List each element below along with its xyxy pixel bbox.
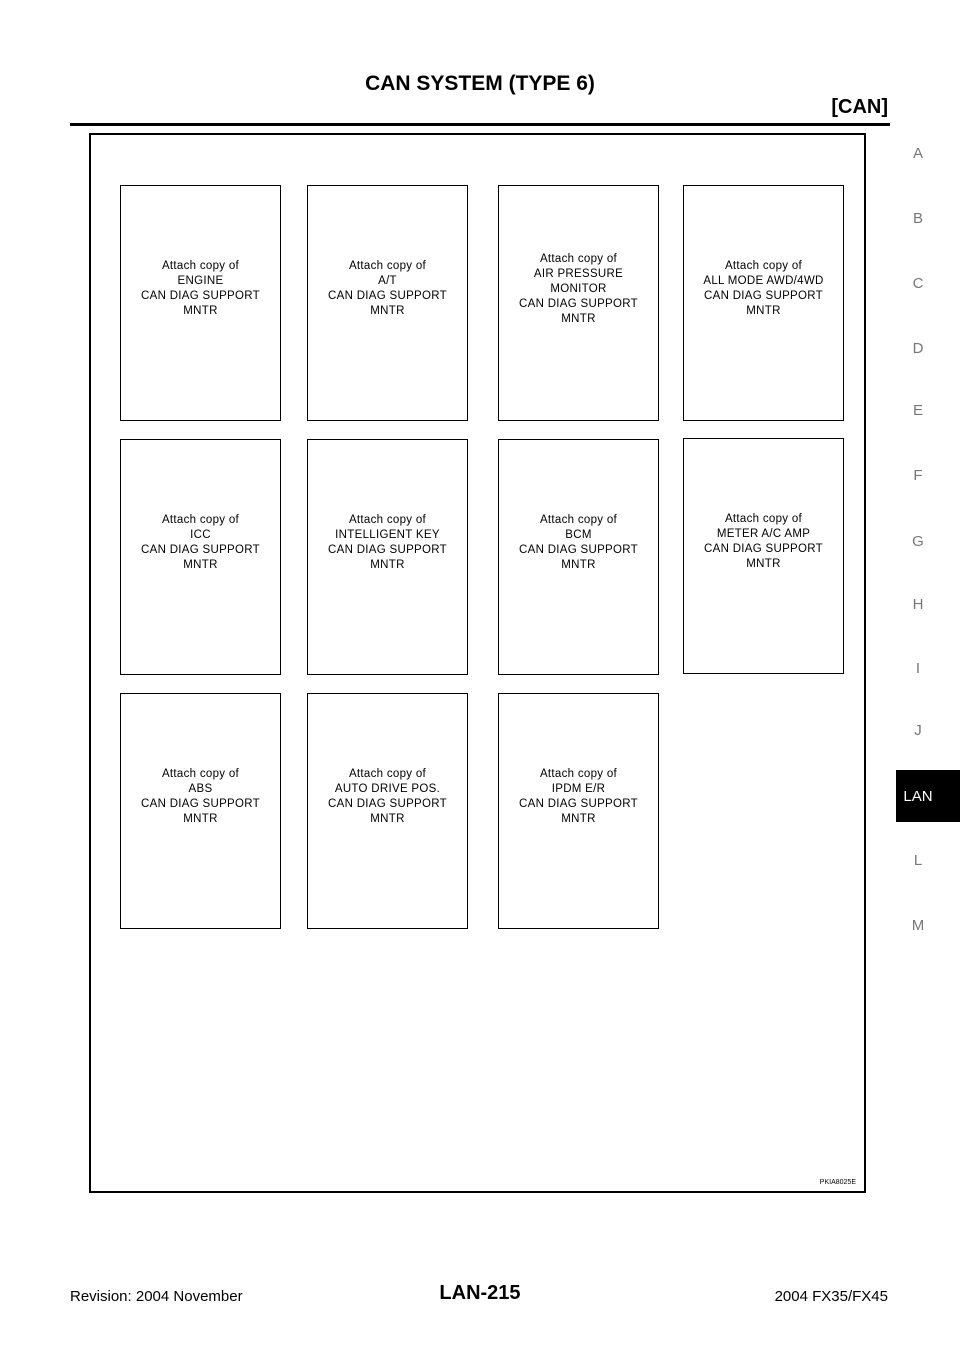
attach-copy-card: [683, 438, 844, 674]
side-index-letter[interactable]: C: [912, 275, 924, 292]
figure-frame: [89, 133, 866, 1193]
attach-copy-card: [307, 185, 468, 421]
card-text-line: Attach copy of: [539, 514, 618, 526]
card-text-line: AIR PRESSURE: [533, 267, 624, 280]
footer-model: 2004 FX35/FX45: [774, 1288, 888, 1305]
card-text-line: Attach copy of: [724, 260, 803, 272]
card-text: [519, 767, 638, 827]
card-text-line: CAN DIAG SUPPORT: [141, 798, 260, 810]
card-text: [519, 513, 638, 573]
card-text-line: A/T: [378, 275, 397, 287]
card-text-line: MNTR: [183, 813, 218, 825]
card-text-line: MNTR: [746, 558, 781, 570]
card-text-line: CAN DIAG SUPPORT: [141, 544, 260, 556]
side-index-letter[interactable]: A: [912, 145, 923, 162]
side-index-letter[interactable]: G: [912, 533, 924, 550]
card-text-line: CAN DIAG SUPPORT: [704, 290, 823, 302]
side-index-letter[interactable]: I: [915, 660, 921, 677]
card-text-line: Attach copy of: [161, 260, 240, 272]
card-text-line: METER A/C AMP: [716, 528, 811, 540]
card-text: [141, 259, 260, 319]
card-text-line: MNTR: [561, 312, 596, 325]
card-text-line: IPDM E/R: [551, 783, 606, 795]
attach-copy-card: [683, 185, 844, 421]
card-text: [703, 259, 823, 319]
card-text-line: ICC: [190, 529, 211, 541]
card-text: [141, 767, 260, 827]
card-text-line: Attach copy of: [539, 768, 618, 780]
footer-page-number: LAN-215: [439, 1282, 521, 1304]
card-text: [704, 512, 823, 572]
side-index: [896, 0, 960, 1358]
card-text-line: MNTR: [746, 305, 781, 317]
card-text: [328, 259, 447, 319]
card-text-line: Attach copy of: [724, 513, 803, 525]
card-text-line: CAN DIAG SUPPORT: [519, 798, 638, 810]
card-text-line: CAN DIAG SUPPORT: [328, 290, 447, 302]
figure-id: PKIA8025E: [819, 1179, 856, 1186]
card-text-line: CAN DIAG SUPPORT: [141, 290, 260, 302]
card-text-line: Attach copy of: [539, 252, 618, 265]
side-index-letter[interactable]: M: [911, 917, 925, 934]
card-text-line: ENGINE: [177, 275, 224, 287]
header-rule: [70, 123, 890, 126]
card-text-line: CAN DIAG SUPPORT: [328, 544, 447, 556]
side-index-letter[interactable]: L: [913, 852, 923, 869]
card-text-line: MNTR: [561, 559, 596, 571]
attach-copy-card: [120, 693, 281, 929]
attach-copy-card: [120, 185, 281, 421]
card-text-line: INTELLIGENT KEY: [335, 529, 440, 541]
section-tag: [CAN]: [831, 96, 888, 118]
card-text-line: Attach copy of: [348, 768, 427, 780]
card-text-line: MNTR: [183, 305, 218, 317]
card-text-line: CAN DIAG SUPPORT: [519, 544, 638, 556]
side-index-letter[interactable]: B: [912, 210, 923, 227]
side-index-letter[interactable]: F: [913, 467, 923, 484]
card-text-line: Attach copy of: [348, 260, 427, 272]
card-text-line: MNTR: [370, 305, 405, 317]
attach-copy-card: [498, 185, 659, 421]
page-title: CAN SYSTEM (TYPE 6): [365, 72, 595, 95]
card-text-line: AUTO DRIVE POS.: [334, 783, 441, 795]
card-text: [141, 513, 260, 573]
card-text: [519, 252, 638, 327]
card-text-line: Attach copy of: [348, 514, 427, 526]
card-text-line: BCM: [565, 529, 592, 541]
card-text-line: ALL MODE AWD/4WD: [703, 275, 824, 287]
attach-copy-card: [498, 439, 659, 675]
card-text-line: MNTR: [370, 813, 405, 825]
attach-copy-card: [498, 693, 659, 929]
card-text-line: CAN DIAG SUPPORT: [519, 297, 638, 310]
side-tab-active[interactable]: LAN: [896, 770, 960, 822]
card-text-line: Attach copy of: [161, 514, 240, 526]
card-text: [328, 513, 447, 573]
attach-copy-card: [120, 439, 281, 675]
card-text-line: ABS: [188, 783, 213, 795]
footer-revision: Revision: 2004 November: [70, 1288, 243, 1305]
side-index-letter[interactable]: H: [912, 596, 924, 613]
attach-copy-card: [307, 439, 468, 675]
card-text-line: CAN DIAG SUPPORT: [328, 798, 447, 810]
card-text-line: MONITOR: [550, 282, 607, 295]
side-index-letter[interactable]: J: [914, 722, 922, 739]
attach-copy-card: [307, 693, 468, 929]
card-text-line: MNTR: [561, 813, 596, 825]
side-index-letter[interactable]: D: [912, 340, 924, 357]
card-text: [328, 767, 447, 827]
card-text-line: Attach copy of: [161, 768, 240, 780]
card-text-line: CAN DIAG SUPPORT: [704, 543, 823, 555]
card-text-line: MNTR: [183, 559, 218, 571]
card-text-line: MNTR: [370, 559, 405, 571]
side-index-letter[interactable]: E: [912, 402, 923, 419]
